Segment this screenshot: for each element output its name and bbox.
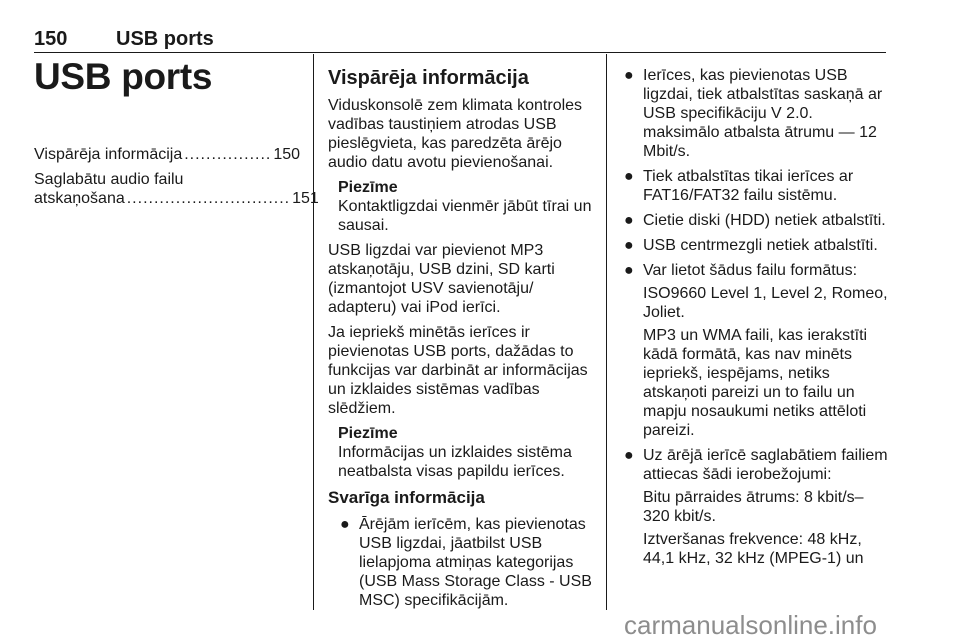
list-item-text: USB centrmezgli netiek atbalstīti. xyxy=(643,237,878,254)
list-item-subtext: ISO9660 Level 1, Level 2, Romeo, Joliet. xyxy=(643,285,888,321)
list-item-subtext: Bitu pārraides ātrums: 8 kbit/s– 320 kbit/s. xyxy=(643,489,864,525)
toc-entry-title-cont: atskaņošana xyxy=(34,190,125,207)
paragraph: Ja iepriekš minētās ierīces ir pievienotas USB ports, dažādas to funkcijas var darbināt ar informācijas un izklaides sistēmas vadības slēdžiem. xyxy=(328,324,588,417)
column-3 xyxy=(622,66,892,574)
toc-entry-title: Vispārēja informācija xyxy=(34,146,183,163)
column-divider-2 xyxy=(606,54,607,610)
paragraph: Viduskonsolē zem klimata kontroles vadības taustiņiem atrodas USB pieslēgvieta, kas paredzēta ārējo audio datu avotu pievienošanai. xyxy=(328,97,583,171)
bullet-icon: ● xyxy=(624,67,634,84)
section-heading: Vispārēja informācija xyxy=(328,67,529,89)
list-item-subtext: Iztveršanas frekvence: 48 kHz, 44,1 kHz, 32 kHz (MPEG-1) un xyxy=(643,531,864,567)
note-box xyxy=(338,424,594,481)
bullet-icon: ● xyxy=(624,447,634,464)
bullet-icon: ● xyxy=(624,237,634,254)
note-title: Piezīme xyxy=(338,425,398,442)
list-item-text: Uz ārējā ierīcē saglabātiem failiem attiecas šādi ierobežojumi: xyxy=(643,447,888,483)
column-2 xyxy=(328,66,594,616)
toc-entry-page: 150 xyxy=(273,146,301,163)
section-heading: Svarīga informācija xyxy=(328,488,485,507)
bullet-icon: ● xyxy=(624,168,634,185)
list-item xyxy=(622,446,892,568)
list-item-text: Tiek atbalstītas tikai ierīces ar FAT16/FAT32 failu sistēmu. xyxy=(643,168,854,204)
toc-entry[interactable] xyxy=(34,145,301,164)
list-item-text: Ierīces, kas pievienotas USB ligzdai, tiek atbalstītas saskaņā ar USB specifikāciju V 2.0. maksimālo atbalsta ātrumu — 12 Mbit/s. xyxy=(643,67,883,160)
list-item xyxy=(338,515,594,610)
running-title: USB ports xyxy=(116,28,214,50)
list-item xyxy=(622,211,892,230)
table-of-contents xyxy=(34,145,319,214)
toc-entry-title: Saglabātu audio failu xyxy=(34,171,184,188)
page-number: 150 xyxy=(34,28,68,50)
list-item-text: Cietie diski (HDD) netiek atbalstīti. xyxy=(643,212,886,229)
list-item-text: Var lietot šādus failu formātus: xyxy=(643,262,858,279)
list-item xyxy=(622,66,892,161)
watermark: carmanualsonline.info xyxy=(624,610,877,640)
list-item xyxy=(622,236,892,255)
column-divider-1 xyxy=(313,54,314,610)
bullet-icon: ● xyxy=(624,212,634,229)
list-item xyxy=(622,167,892,205)
bullet-icon: ● xyxy=(340,516,350,533)
note-title: Piezīme xyxy=(338,179,398,196)
toc-leader-dots: .............................. xyxy=(126,190,291,207)
bullet-icon: ● xyxy=(624,262,634,279)
note-body: Informācijas un izklaides sistēma neatbalsta visas papildu ierīces. xyxy=(338,444,572,480)
paragraph: USB ligzdai var pievienot MP3 atskaņotāju, USB dzini, SD karti (izmantojot USV savienotāju/ adapteru) vai iPod ierīci. xyxy=(328,242,555,316)
toc-entry[interactable] xyxy=(34,170,319,208)
toc-leader-dots: ................ xyxy=(184,146,272,163)
chapter-title: USB ports xyxy=(34,56,213,97)
bullet-list xyxy=(338,515,594,610)
page-header xyxy=(34,28,886,53)
toc-entry-page: 151 xyxy=(292,190,319,207)
note-box xyxy=(338,178,594,235)
list-item xyxy=(622,261,892,440)
list-item-subtext: MP3 un WMA faili, kas ierakstīti kādā formātā, kas nav minēts iepriekš, iespējams, netiks atskaņoti pareizi un to failu un mapju nosaukumi netiks attēloti pareizi. xyxy=(643,327,868,439)
note-body: Kontaktligzdai vienmēr jābūt tīrai un sausai. xyxy=(338,198,592,234)
bullet-list xyxy=(622,66,892,568)
list-item-text: Ārējām ierīcēm, kas pievienotas USB ligzdai, jāatbilst USB lielapjoma atmiņas kategorijas (USB Mass Storage Class - USB MSC) specifikācijām. xyxy=(359,516,592,609)
